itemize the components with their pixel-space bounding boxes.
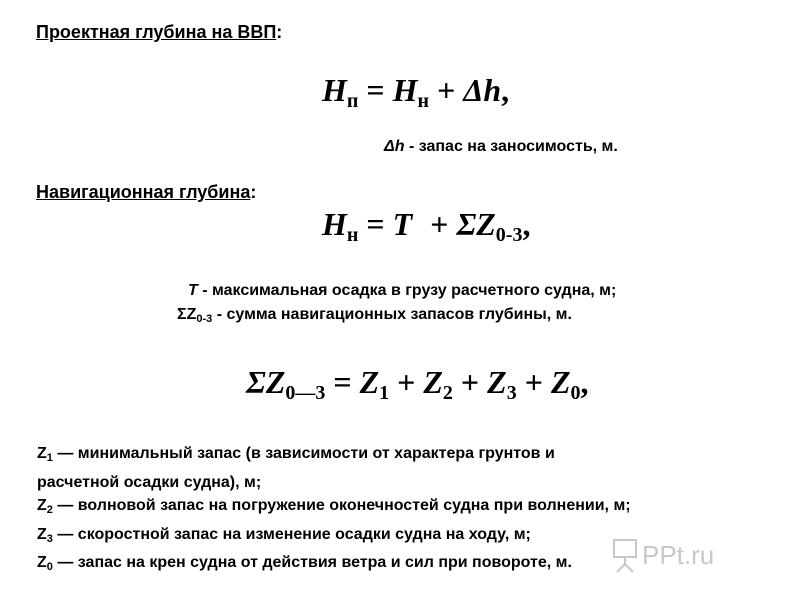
formula2-sum-sub: 0-3 — [495, 224, 523, 246]
formula1-lhs-var: H — [322, 72, 347, 108]
formula3-eq: = — [333, 364, 352, 400]
formula3-z1: Z — [359, 364, 380, 400]
note-delta-h — [384, 138, 618, 156]
definition-text: — скоростной запас на изменение осадки судна на ходу, м; — [52, 525, 531, 543]
formula3-z0: Z — [550, 364, 571, 400]
definition-sub: 1 — [46, 452, 53, 464]
formula3-z1-sub: 1 — [379, 382, 390, 404]
definition-item — [37, 551, 631, 580]
note-delta-h-text: - запас на заносимость, м. — [404, 138, 618, 155]
formula3-plus2: + — [460, 364, 480, 400]
definition-var: Z — [37, 554, 47, 571]
definition-sub: 3 — [46, 532, 53, 545]
formula3-comma: , — [580, 364, 589, 400]
formula2-plus: + — [430, 206, 449, 242]
formula2-t: T — [392, 206, 413, 242]
definition-item — [37, 471, 631, 495]
definition-sub: 0 — [46, 561, 53, 573]
definition-sub: 2 — [46, 504, 53, 516]
formula1-comma: , — [501, 72, 510, 108]
formula3-plus1: + — [397, 364, 416, 400]
definition-item — [37, 523, 631, 552]
watermark-logo-icon — [612, 534, 640, 574]
definition-var: Z — [37, 525, 47, 543]
definition-var: Z — [37, 497, 47, 514]
formula3-sum: ΣZ — [246, 364, 286, 400]
formula1-rhs-var: H — [392, 72, 418, 108]
formula-design-depth — [322, 72, 509, 113]
heading-nav-depth-text: Навигационная глубина — [36, 182, 251, 202]
note-sum-sym: ΣZ — [177, 306, 197, 323]
formula3-z3: Z — [487, 364, 507, 400]
note-t — [188, 282, 616, 300]
formula2-lhs-sub: н — [346, 224, 359, 246]
formula1-delta-h: Δh — [463, 72, 502, 108]
note-delta-h-sym: Δh — [384, 138, 405, 155]
formula1-plus: + — [437, 72, 456, 108]
heading-nav-depth — [36, 182, 256, 203]
formula3-sum-sub: 0—3 — [285, 382, 326, 404]
formula2-sum: ΣZ — [456, 206, 496, 242]
formula2-lhs-var: H — [322, 206, 347, 242]
note-sum — [177, 306, 572, 325]
formula2-eq: = — [366, 206, 385, 242]
heading-design-depth-text: Проектная глубина на ВВП — [36, 22, 277, 42]
watermark-text: PPt.ru — [642, 540, 715, 570]
formula-nav-depth — [322, 206, 530, 247]
formula2-comma: , — [522, 206, 531, 242]
formula1-rhs-sub: н — [417, 90, 430, 112]
formula1-eq: = — [366, 72, 385, 108]
note-sum-text: - сумма навигационных запасов глубины, м. — [212, 306, 572, 323]
definitions-list — [37, 442, 631, 580]
heading-design-depth — [36, 22, 282, 43]
heading-design-depth-colon: : — [276, 22, 283, 42]
definition-text: — волновой запас на погружение оконечностей судна при волнении, м; — [52, 497, 631, 514]
formula3-plus3: + — [524, 364, 543, 400]
note-sum-sub: 0-3 — [196, 313, 213, 325]
formula1-lhs-sub: п — [346, 90, 359, 112]
heading-nav-depth-colon: : — [250, 182, 257, 202]
definition-var: Z — [37, 445, 47, 462]
formula3-z3-sub: 3 — [506, 382, 517, 404]
formula3-z0-sub: 0 — [570, 382, 581, 404]
formula-sum-z — [246, 364, 588, 405]
note-t-text: - максимальная осадка в грузу расчетного судна, м; — [197, 282, 617, 299]
formula3-z2: Z — [423, 364, 443, 400]
formula3-z2-sub: 2 — [442, 382, 453, 404]
definition-item — [37, 442, 631, 471]
definition-item — [37, 494, 631, 523]
definition-text: — минимальный запас (в зависимости от характера грунтов и — [52, 445, 555, 462]
definition-text: — запас на крен судна от действия ветра и сил при повороте, м. — [52, 554, 572, 571]
definition-text: расчетной осадки судна), м; — [37, 473, 262, 491]
note-t-sym: T — [188, 282, 198, 299]
